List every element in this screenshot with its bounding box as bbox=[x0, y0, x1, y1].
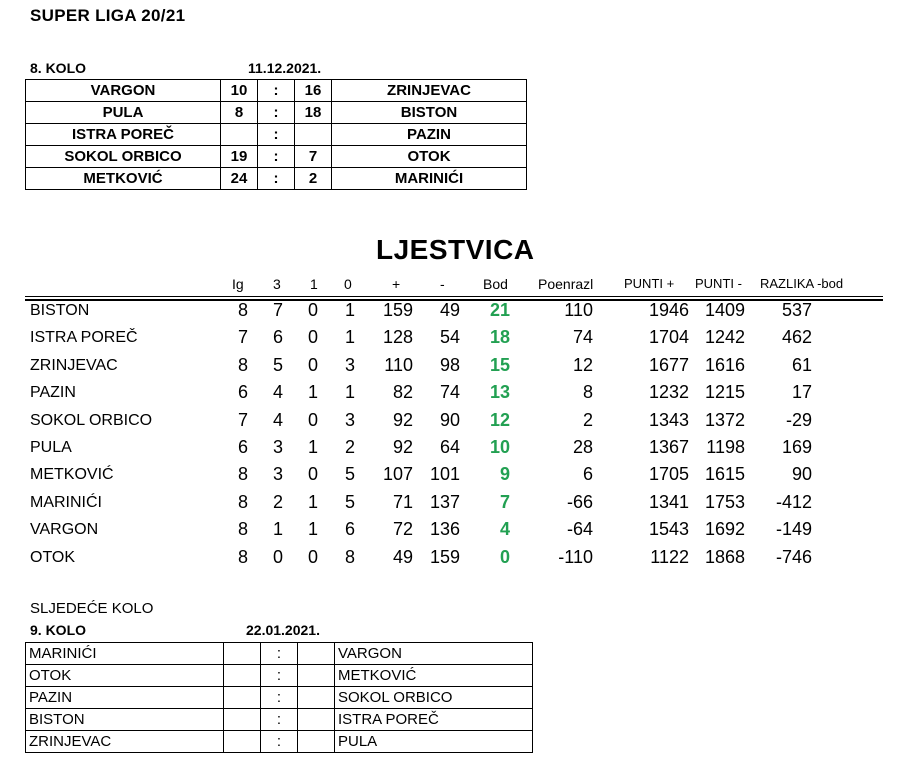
played: 8 bbox=[237, 300, 248, 320]
points-for: 92 bbox=[392, 437, 413, 457]
home-team: SOKOL ORBICO bbox=[26, 146, 221, 168]
draws: 1 bbox=[307, 382, 318, 403]
razlika: -746 bbox=[775, 546, 812, 567]
point-difference: 8 bbox=[582, 382, 593, 403]
losses: 5 bbox=[344, 491, 355, 512]
point-difference: 28 bbox=[572, 437, 593, 457]
header-wins: 3 bbox=[273, 276, 281, 292]
home-team: METKOVIĆ bbox=[26, 168, 221, 190]
punti-plus: 1341 bbox=[648, 491, 689, 512]
played: 8 bbox=[237, 464, 248, 485]
team-name: METKOVIĆ bbox=[30, 466, 114, 484]
losses: 1 bbox=[344, 327, 355, 348]
header-played: Ig bbox=[232, 276, 244, 292]
punti-minus: 1215 bbox=[704, 382, 745, 403]
played: 7 bbox=[237, 327, 248, 348]
score-separator: : bbox=[261, 709, 298, 731]
next-round-caption: SLJEDEĆE KOLO bbox=[30, 600, 154, 617]
punti-plus: 1367 bbox=[648, 437, 689, 457]
points-against: 101 bbox=[429, 464, 460, 485]
team-name: SOKOL ORBICO bbox=[30, 411, 153, 429]
punti-minus: 1372 bbox=[704, 409, 745, 430]
home-team: OTOK bbox=[26, 665, 224, 687]
team-name: OTOK bbox=[30, 548, 76, 566]
standings-row bbox=[0, 327, 900, 354]
point-difference: -110 bbox=[558, 546, 593, 567]
punti-plus: 1343 bbox=[648, 409, 689, 430]
points-for: 159 bbox=[382, 300, 413, 320]
points-against: 64 bbox=[439, 437, 460, 457]
point-difference: -66 bbox=[566, 491, 593, 512]
point-difference: 6 bbox=[582, 464, 593, 485]
current-round-results-table bbox=[25, 79, 527, 190]
fixture-row bbox=[26, 731, 533, 753]
score-separator: : bbox=[258, 124, 295, 146]
home-score bbox=[224, 709, 261, 731]
home-score bbox=[224, 643, 261, 665]
played: 8 bbox=[237, 519, 248, 540]
razlika: 17 bbox=[791, 382, 812, 403]
standings-row bbox=[0, 382, 900, 409]
home-score: 8 bbox=[221, 102, 258, 124]
razlika: 169 bbox=[781, 437, 812, 457]
punti-minus: 1868 bbox=[704, 546, 745, 567]
draws: 0 bbox=[307, 409, 318, 430]
points-for: 128 bbox=[382, 327, 413, 348]
score-separator: : bbox=[261, 687, 298, 709]
wins: 4 bbox=[272, 382, 283, 403]
wins: 1 bbox=[272, 519, 283, 540]
away-team: PULA bbox=[335, 731, 533, 753]
points-for: 49 bbox=[392, 546, 413, 567]
points-against: 136 bbox=[429, 519, 460, 540]
home-score: 19 bbox=[221, 146, 258, 168]
wins: 7 bbox=[272, 300, 283, 320]
punti-minus: 1616 bbox=[704, 354, 745, 375]
played: 6 bbox=[237, 437, 248, 457]
away-score bbox=[298, 709, 335, 731]
away-team: METKOVIĆ bbox=[335, 665, 533, 687]
match-row bbox=[26, 124, 527, 146]
away-score: 18 bbox=[295, 102, 332, 124]
away-team: BISTON bbox=[332, 102, 527, 124]
away-score bbox=[295, 124, 332, 146]
home-score bbox=[224, 687, 261, 709]
points-against: 49 bbox=[439, 300, 460, 320]
losses: 2 bbox=[344, 437, 355, 457]
standings-row bbox=[0, 300, 900, 327]
home-score: 24 bbox=[221, 168, 258, 190]
away-team: VARGON bbox=[335, 643, 533, 665]
away-team: OTOK bbox=[332, 146, 527, 168]
away-team: SOKOL ORBICO bbox=[335, 687, 533, 709]
points-for: 110 bbox=[384, 354, 413, 375]
league-points: 0 bbox=[499, 546, 510, 567]
punti-plus: 1704 bbox=[648, 327, 689, 348]
points-for: 92 bbox=[392, 409, 413, 430]
punti-minus: 1242 bbox=[704, 327, 745, 348]
wins: 5 bbox=[272, 354, 283, 375]
razlika: -29 bbox=[785, 409, 812, 430]
losses: 8 bbox=[344, 546, 355, 567]
team-name: VARGON bbox=[30, 521, 99, 539]
match-row bbox=[26, 168, 527, 190]
next-round-fixtures-table bbox=[25, 642, 533, 753]
team-name: PULA bbox=[30, 439, 72, 456]
points-against: 98 bbox=[439, 354, 460, 375]
home-team: PAZIN bbox=[26, 687, 224, 709]
next-round-label: 9. KOLO bbox=[30, 622, 87, 638]
draws: 0 bbox=[307, 464, 318, 485]
league-points: 13 bbox=[489, 382, 510, 403]
point-difference: 2 bbox=[582, 409, 593, 430]
away-score bbox=[298, 687, 335, 709]
league-points: 7 bbox=[499, 491, 510, 512]
match-row bbox=[26, 80, 527, 102]
score-separator: : bbox=[258, 168, 295, 190]
fixture-row bbox=[26, 643, 533, 665]
page-title: SUPER LIGA 20/21 bbox=[30, 6, 186, 25]
away-team: ZRINJEVAC bbox=[332, 80, 527, 102]
losses: 1 bbox=[344, 382, 355, 403]
points-against: 54 bbox=[439, 327, 460, 348]
home-score bbox=[224, 731, 261, 753]
draws: 1 bbox=[307, 437, 318, 457]
wins: 4 bbox=[272, 409, 283, 430]
home-team: PULA bbox=[26, 102, 221, 124]
punti-plus: 1946 bbox=[648, 300, 689, 320]
punti-plus: 1232 bbox=[648, 382, 689, 403]
draws: 1 bbox=[307, 519, 318, 540]
played: 8 bbox=[237, 354, 248, 375]
away-score bbox=[298, 643, 335, 665]
razlika: 90 bbox=[791, 464, 812, 485]
played: 8 bbox=[237, 546, 248, 567]
header-minus: - bbox=[440, 276, 445, 292]
next-round-date: 22.01.2021. bbox=[246, 622, 320, 638]
losses: 5 bbox=[344, 464, 355, 485]
draws: 1 bbox=[307, 491, 318, 512]
punti-plus: 1122 bbox=[650, 546, 689, 567]
match-row bbox=[26, 146, 527, 168]
standings-row bbox=[0, 355, 900, 382]
team-name: ZRINJEVAC bbox=[30, 356, 118, 374]
team-name: MARINIĆI bbox=[30, 493, 102, 511]
away-score: 7 bbox=[295, 146, 332, 168]
league-points: 15 bbox=[489, 354, 510, 375]
league-points: 4 bbox=[499, 519, 510, 540]
header-losses: 0 bbox=[344, 276, 352, 292]
point-difference: 12 bbox=[572, 354, 593, 375]
played: 6 bbox=[237, 382, 248, 403]
wins: 0 bbox=[272, 546, 283, 567]
losses: 3 bbox=[344, 354, 355, 375]
punti-minus: 1615 bbox=[704, 464, 745, 485]
score-separator: : bbox=[261, 665, 298, 687]
point-difference: 110 bbox=[564, 300, 593, 320]
league-points: 18 bbox=[489, 327, 510, 348]
fixture-row bbox=[26, 709, 533, 731]
header-punti-minus: PUNTI - bbox=[695, 276, 742, 291]
header-razlika: RAZLIKA -bod bbox=[760, 276, 844, 291]
header-diff: Poenrazl bbox=[538, 276, 594, 292]
score-separator: : bbox=[261, 643, 298, 665]
away-team: PAZIN bbox=[332, 124, 527, 146]
home-team: BISTON bbox=[26, 709, 224, 731]
points-against: 159 bbox=[429, 546, 460, 567]
header-points: Bod bbox=[483, 276, 508, 292]
standings-row bbox=[0, 492, 900, 519]
home-score bbox=[221, 124, 258, 146]
points-for: 82 bbox=[392, 382, 413, 403]
point-difference: 74 bbox=[572, 327, 593, 348]
header-plus: + bbox=[392, 276, 401, 292]
current-round-date: 11.12.2021. bbox=[248, 60, 322, 76]
wins: 6 bbox=[272, 327, 283, 348]
away-score: 16 bbox=[295, 80, 332, 102]
score-separator: : bbox=[258, 146, 295, 168]
razlika: -149 bbox=[775, 519, 812, 540]
league-points: 9 bbox=[499, 464, 510, 485]
draws: 0 bbox=[307, 546, 318, 567]
punti-plus: 1543 bbox=[648, 519, 689, 540]
score-separator: : bbox=[258, 80, 295, 102]
losses: 6 bbox=[344, 519, 355, 540]
fixture-row bbox=[26, 687, 533, 709]
away-score bbox=[298, 665, 335, 687]
punti-minus: 1409 bbox=[704, 300, 745, 320]
point-difference: -64 bbox=[566, 519, 593, 540]
home-score: 10 bbox=[221, 80, 258, 102]
points-for: 107 bbox=[382, 464, 413, 485]
points-against: 137 bbox=[429, 491, 460, 512]
standings-row bbox=[0, 410, 900, 437]
points-against: 74 bbox=[439, 382, 460, 403]
points-for: 72 bbox=[392, 519, 413, 540]
away-score: 2 bbox=[295, 168, 332, 190]
team-name: BISTON bbox=[30, 302, 90, 319]
header-draws: 1 bbox=[310, 276, 318, 292]
played: 7 bbox=[237, 409, 248, 430]
wins: 2 bbox=[272, 491, 283, 512]
header-rule bbox=[25, 296, 883, 297]
standings-row bbox=[0, 519, 900, 546]
punti-plus: 1705 bbox=[648, 464, 689, 485]
league-points: 21 bbox=[489, 300, 510, 320]
fixture-row bbox=[26, 665, 533, 687]
standings-row bbox=[0, 464, 900, 491]
league-points: 12 bbox=[489, 409, 510, 430]
punti-minus: 1692 bbox=[704, 519, 745, 540]
home-score bbox=[224, 665, 261, 687]
draws: 0 bbox=[307, 300, 318, 320]
match-row bbox=[26, 102, 527, 124]
away-team: ISTRA POREČ bbox=[335, 709, 533, 731]
draws: 0 bbox=[307, 354, 318, 375]
points-for: 71 bbox=[392, 491, 413, 512]
home-team: MARINIĆI bbox=[26, 643, 224, 665]
current-round-label: 8. KOLO bbox=[30, 60, 87, 76]
razlika: -412 bbox=[775, 491, 812, 512]
team-name: ISTRA POREČ bbox=[30, 329, 138, 347]
razlika: 537 bbox=[781, 300, 812, 320]
header-punti-plus: PUNTI + bbox=[624, 276, 675, 291]
standings-row bbox=[0, 547, 900, 574]
played: 8 bbox=[237, 491, 248, 512]
team-name: PAZIN bbox=[30, 384, 76, 402]
home-team: ISTRA POREČ bbox=[26, 124, 221, 146]
punti-minus: 1198 bbox=[706, 437, 745, 457]
standings-row bbox=[0, 437, 900, 464]
home-team: ZRINJEVAC bbox=[26, 731, 224, 753]
points-against: 90 bbox=[439, 409, 460, 430]
league-points: 10 bbox=[489, 437, 510, 457]
standings-title: LJESTVICA bbox=[376, 234, 535, 265]
razlika: 462 bbox=[781, 327, 812, 348]
losses: 3 bbox=[344, 409, 355, 430]
away-score bbox=[298, 731, 335, 753]
draws: 0 bbox=[307, 327, 318, 348]
away-team: MARINIĆI bbox=[332, 168, 527, 190]
losses: 1 bbox=[344, 300, 355, 320]
wins: 3 bbox=[272, 437, 283, 457]
punti-plus: 1677 bbox=[648, 354, 689, 375]
razlika: 61 bbox=[791, 354, 812, 375]
score-separator: : bbox=[261, 731, 298, 753]
home-team: VARGON bbox=[26, 80, 221, 102]
score-separator: : bbox=[258, 102, 295, 124]
wins: 3 bbox=[272, 464, 283, 485]
punti-minus: 1753 bbox=[704, 491, 745, 512]
